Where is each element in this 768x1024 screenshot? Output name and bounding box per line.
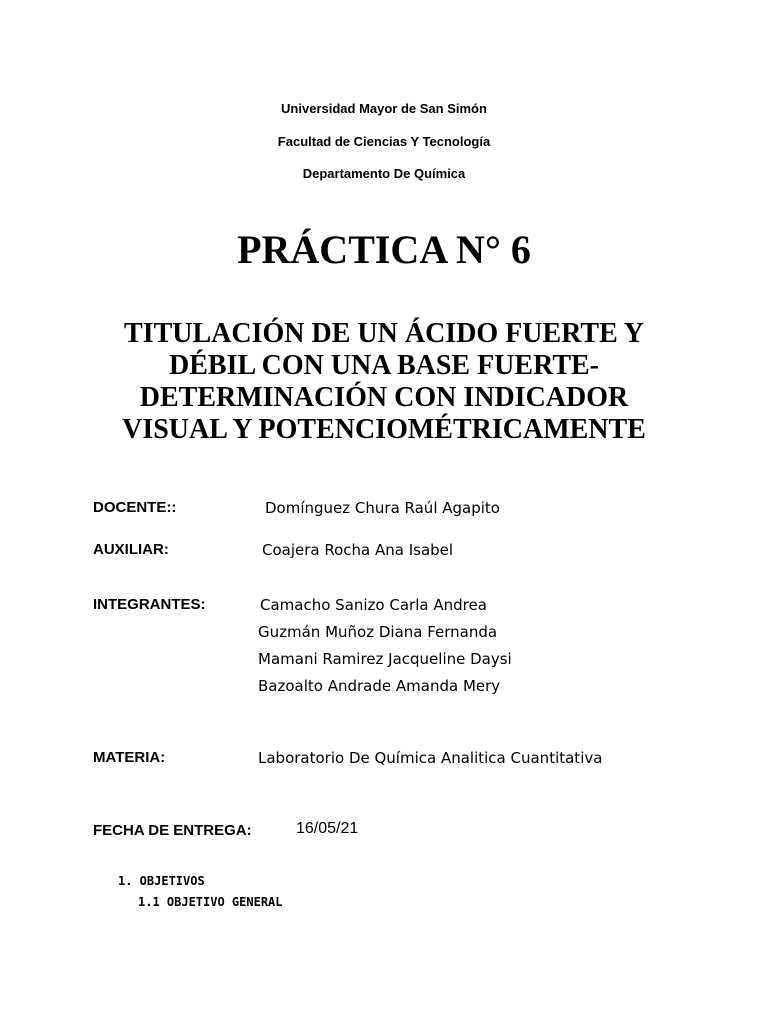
auxiliar-value: Coajera Rocha Ana Isabel — [262, 541, 454, 559]
department-name: Departamento De Química — [302, 166, 466, 181]
docente-label: DOCENTE:: — [93, 499, 177, 516]
practice-title: PRÁCTICA N° 6 — [237, 227, 531, 272]
fecha-entrega-value: 16/05/21 — [296, 820, 359, 837]
member-name: Guzmán Muñoz Diana Fernanda — [258, 623, 498, 641]
materia-label: MATERIA: — [93, 749, 166, 766]
auxiliar-label: AUXILIAR: — [93, 541, 169, 558]
subject-title-line: VISUAL Y POTENCIOMÉTRICAMENTE — [122, 414, 646, 445]
subject-title-line: DETERMINACIÓN CON INDICADOR — [139, 382, 629, 413]
university-name: Universidad Mayor de San Simón — [281, 101, 487, 116]
docente-value: Domínguez Chura Raúl Agapito — [265, 499, 500, 517]
materia-value: Laboratorio De Química Analitica Cuantitativa — [258, 749, 603, 767]
subsection-heading-objetivo-general: 1.1 OBJETIVO GENERAL — [138, 895, 283, 909]
member-name: Camacho Sanizo Carla Andrea — [260, 596, 487, 614]
section-heading-objetivos: 1. OBJETIVOS — [118, 874, 205, 888]
subject-title-line: DÉBIL CON UNA BASE FUERTE- — [169, 350, 599, 381]
subject-title-line: TITULACIÓN DE UN ÁCIDO FUERTE Y — [124, 318, 644, 349]
subject-title — [0, 318, 768, 446]
faculty-name: Facultad de Ciencias Y Tecnología — [277, 134, 491, 149]
member-name: Mamani Ramirez Jacqueline Daysi — [258, 650, 512, 668]
fecha-entrega-label: FECHA DE ENTREGA: — [93, 822, 252, 839]
member-name: Bazoalto Andrade Amanda Mery — [258, 677, 501, 695]
integrantes-label: INTEGRANTES: — [93, 596, 206, 613]
